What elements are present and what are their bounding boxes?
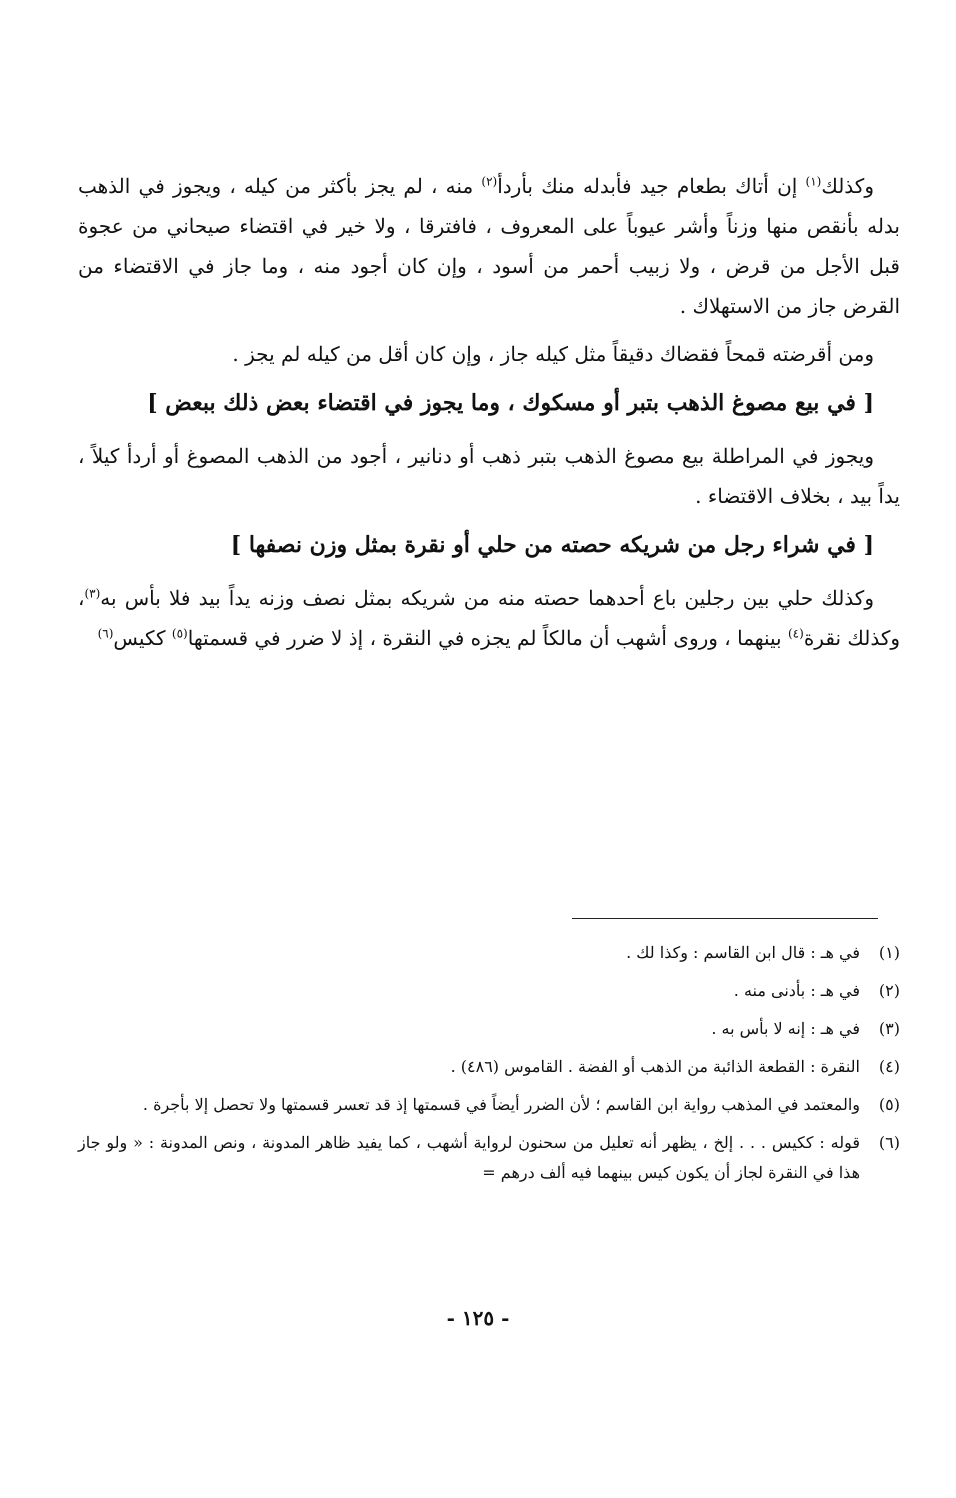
main-text xyxy=(78,166,900,658)
footnote-text: في هـ : إنه لا بأس به . xyxy=(711,1019,860,1038)
section-heading-1: [ في بيع مصوغ الذهب بتبر أو مسكوك ، وما يجوز في اقتضاء بعض ذلك ببعض ] xyxy=(147,390,874,416)
paragraph-4-part-d: ككيس xyxy=(113,626,172,650)
paragraph-2: ومن أقرضته قمحاً فقضاك دقيقاً مثل كيله جاز ، وإن كان أقل من كيله لم يجز . xyxy=(232,342,874,366)
footnote-3 xyxy=(78,1014,900,1044)
paragraph-1-part-c: منه ، لم يجز بأكثر من كيله ، ويجوز في الذهب بدله بأنقص منها وزناً وأشر عيوباً على المعروف ، فافترقا ، ولا خير في اقتضاء صيحاني من عجوة قبل الأجل من قرض ، ولا زبيب أحمر من أسود ، وإن كان أجود منه ، وما جاز في الاقتضاء من القرض جاز من الاستهلاك . xyxy=(78,174,900,318)
footnote-6 xyxy=(78,1128,900,1188)
footnote-number: (١) xyxy=(878,943,900,962)
paragraph-4-part-c: بينهما ، وروى أشهب أن مالكاً لم يجزه في النقرة ، إذ لا ضرر في قسمتها xyxy=(187,626,788,650)
paragraph-1-part-b: إن أتاك بطعام جيد فأبدله منك بأردأ xyxy=(497,174,806,198)
footnote-number: (٣) xyxy=(878,1019,900,1038)
footnote-ref-1[interactable]: (١) xyxy=(805,174,822,189)
page-number: - ١٢٥ - xyxy=(446,1306,510,1330)
footnote-ref-2[interactable]: (٢) xyxy=(481,174,498,189)
footnote-text: في هـ : قال ابن القاسم : وكذا لك . xyxy=(626,943,860,962)
footnote-text: النقرة : القطعة الذائبة من الذهب أو الفضة . القاموس (٤٨٦) . xyxy=(450,1057,860,1076)
paragraph-4-part-b: ، وكذلك نقرة xyxy=(78,586,900,650)
footnote-separator xyxy=(572,918,878,919)
footnote-number: (٦) xyxy=(878,1133,900,1152)
footnote-ref-5[interactable]: (٥) xyxy=(171,626,188,641)
footnote-number: (٢) xyxy=(878,981,900,1000)
footnote-5 xyxy=(78,1090,900,1120)
footnote-number: (٤) xyxy=(878,1057,900,1076)
footnote-text: في هـ : بأدنى منه . xyxy=(733,981,860,1000)
footnote-ref-4[interactable]: (٤) xyxy=(787,626,804,641)
footnote-ref-6[interactable]: (٦) xyxy=(97,626,114,641)
footnote-text: والمعتمد في المذهب رواية ابن القاسم ؛ لأن الضرر أيضاً في قسمتها إذ قد تعسر قسمتها ولا تحصل إلا بأجرة . xyxy=(142,1095,860,1114)
paragraph-1-part-a: وكذلك xyxy=(821,174,874,198)
footnote-ref-3[interactable]: (٣) xyxy=(84,586,101,601)
paragraph-3: ويجوز في المراطلة بيع مصوغ الذهب بتبر ذهب أو دنانير ، أجود من الذهب المصوغ أو أردأ كيلاً ، يداً بيد ، بخلاف الاقتضاء . xyxy=(78,444,900,508)
footnote-4 xyxy=(78,1052,900,1082)
footnote-2 xyxy=(78,976,900,1006)
section-heading-2: [ في شراء رجل من شريكه حصته من حلي أو نقرة بمثل وزن نصفها ] xyxy=(230,532,874,558)
paragraph-4-part-a: وكذلك حلي بين رجلين باع أحدهما حصته منه من شريكه بمثل نصف وزنه يداً بيد فلا بأس به xyxy=(100,586,874,610)
footnotes xyxy=(78,938,900,1196)
footnote-text: قوله : ككيس . . . إلخ ، يظهر أنه تعليل من سحنون لرواية أشهب ، كما يفيد ظاهر المدونة ، ونص المدونة : « ولو جاز هذا في النقرة لجاز أن يكون كيس بينهما فيه ألف درهم = xyxy=(78,1133,861,1182)
paragraph-1 xyxy=(78,166,900,326)
paragraph-4 xyxy=(78,578,900,658)
footnote-1 xyxy=(78,938,900,968)
footnote-number: (٥) xyxy=(878,1095,900,1114)
